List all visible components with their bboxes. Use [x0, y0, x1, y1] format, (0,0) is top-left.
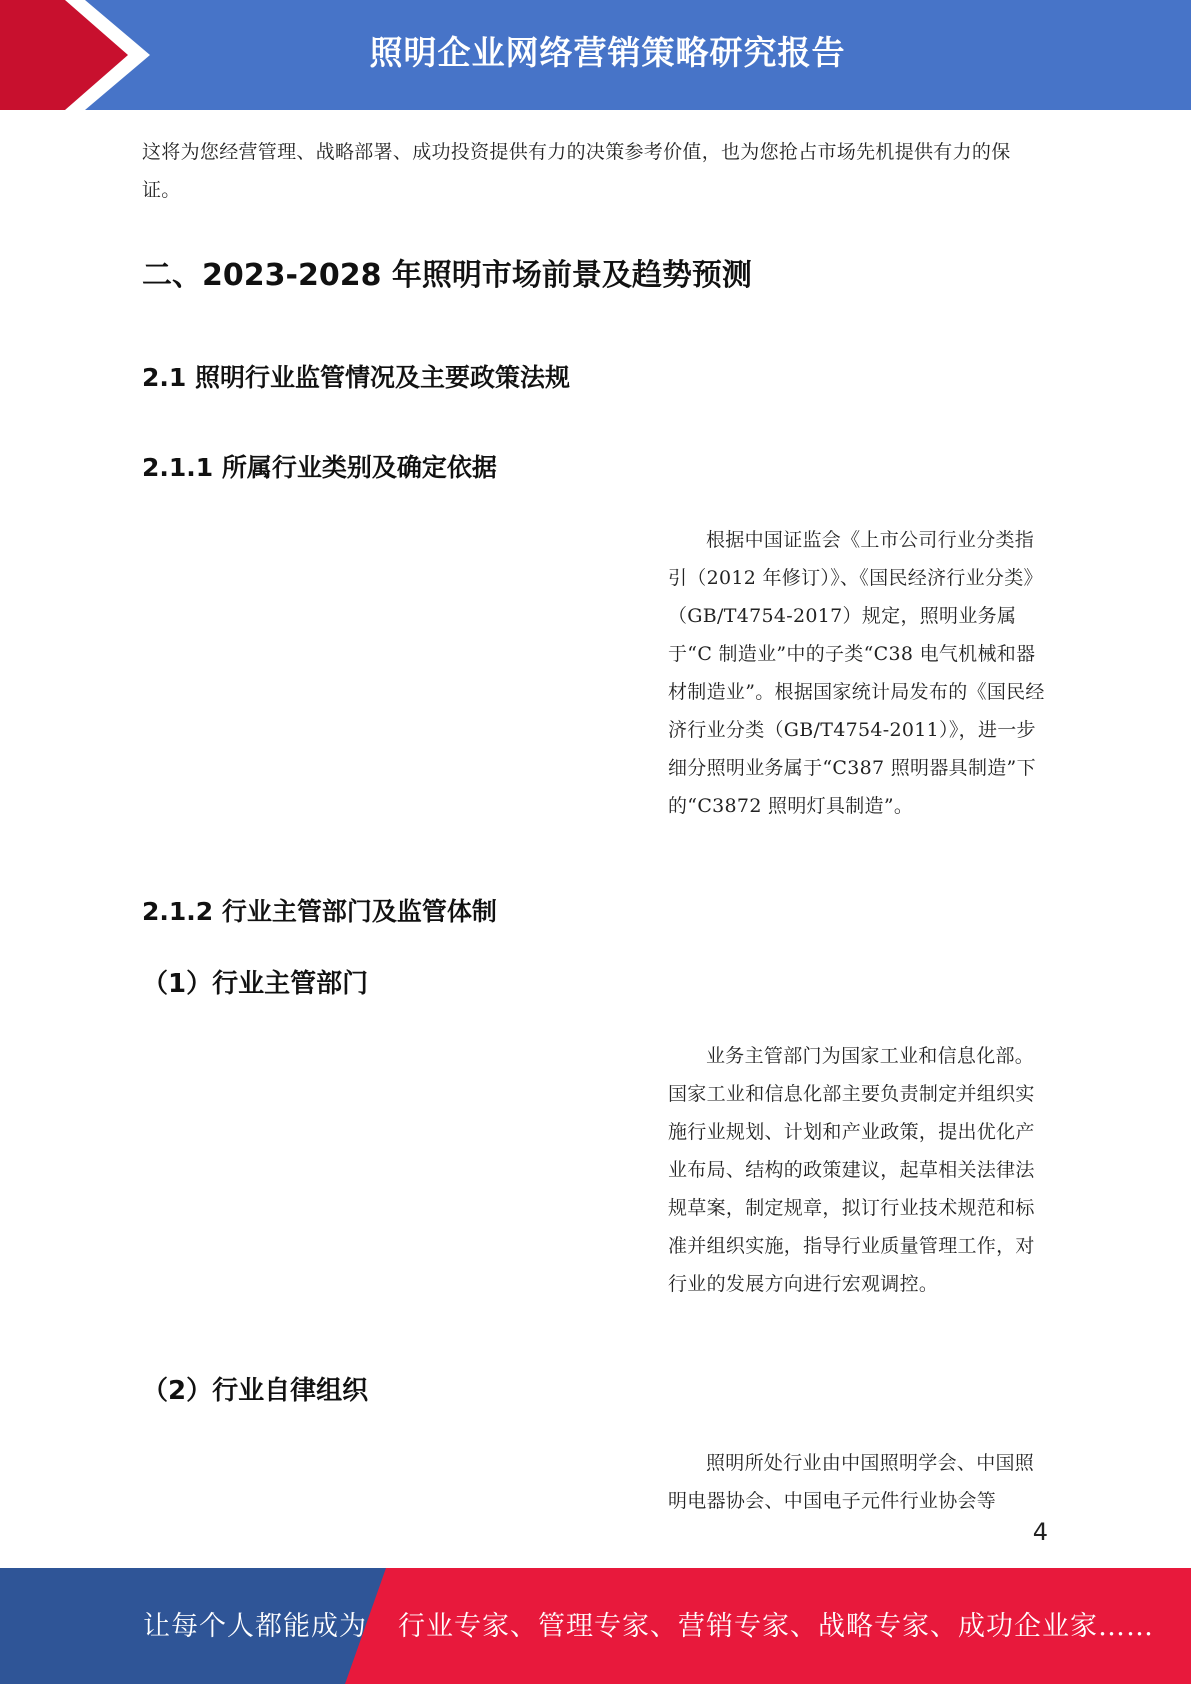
- footer-slogan-left: 让每个人都能成为: [143, 1611, 367, 1642]
- industry-authority-paragraph: 业务主管部门为国家工业和信息化部。国家工业和信息化部主要负责制定并组织实施行业规划、计划和产业政策，提出优化产业布局、结构的政策建议，起草相关法律法规草案，制定规章，拟订行业技术规范和标准并组织实施，指导行业质量管理工作，对行业的发展方向进行宏观调控。: [668, 1045, 1035, 1295]
- subsection-heading-2-1: 2.1 照明行业监管情况及主要政策法规: [142, 363, 570, 392]
- self-regulatory-paragraph: 照明所处行业由中国照明学会、中国照明电器协会、中国电子元件行业协会等: [668, 1452, 1035, 1512]
- page-header: [0, 0, 1191, 110]
- page-number: 4: [1032, 1518, 1048, 1546]
- subsection-heading-2-1-2: 2.1.2 行业主管部门及监管体制: [142, 897, 497, 926]
- report-title: 照明企业网络营销策略研究报告: [369, 33, 846, 72]
- heading-self-regulatory-org: （2）行业自律组织: [142, 1376, 369, 1406]
- subsection-heading-2-1-1: 2.1.1 所属行业类别及确定依据: [142, 453, 497, 482]
- heading-industry-authority: （1）行业主管部门: [142, 969, 369, 999]
- footer-slogan-right: 行业专家、管理专家、营销专家、战略专家、成功企业家……: [398, 1611, 1154, 1642]
- page-footer: [0, 1568, 1191, 1684]
- industry-category-paragraph: 根据中国证监会《上市公司行业分类指引（2012 年修订）》、《国民经济行业分类》（GB/T4754-2017）规定，照明业务属于“C 制造业”中的子类“C38 电气机械和器材制造业”。根据国家统计局发布的《国民经济行业分类（GB/T4754-2011）》，进一步细分照明业务属于“C387 照明器具制造”下的“C3872 照明灯具制造”。: [668, 529, 1045, 817]
- section-heading-2: 二、2023-2028 年照明市场前景及趋势预测: [142, 258, 752, 293]
- intro-paragraph: 这将为您经营管理、战略部署、成功投资提供有力的决策参考价值，也为您抢占市场先机提供有力的保证。: [142, 141, 1011, 201]
